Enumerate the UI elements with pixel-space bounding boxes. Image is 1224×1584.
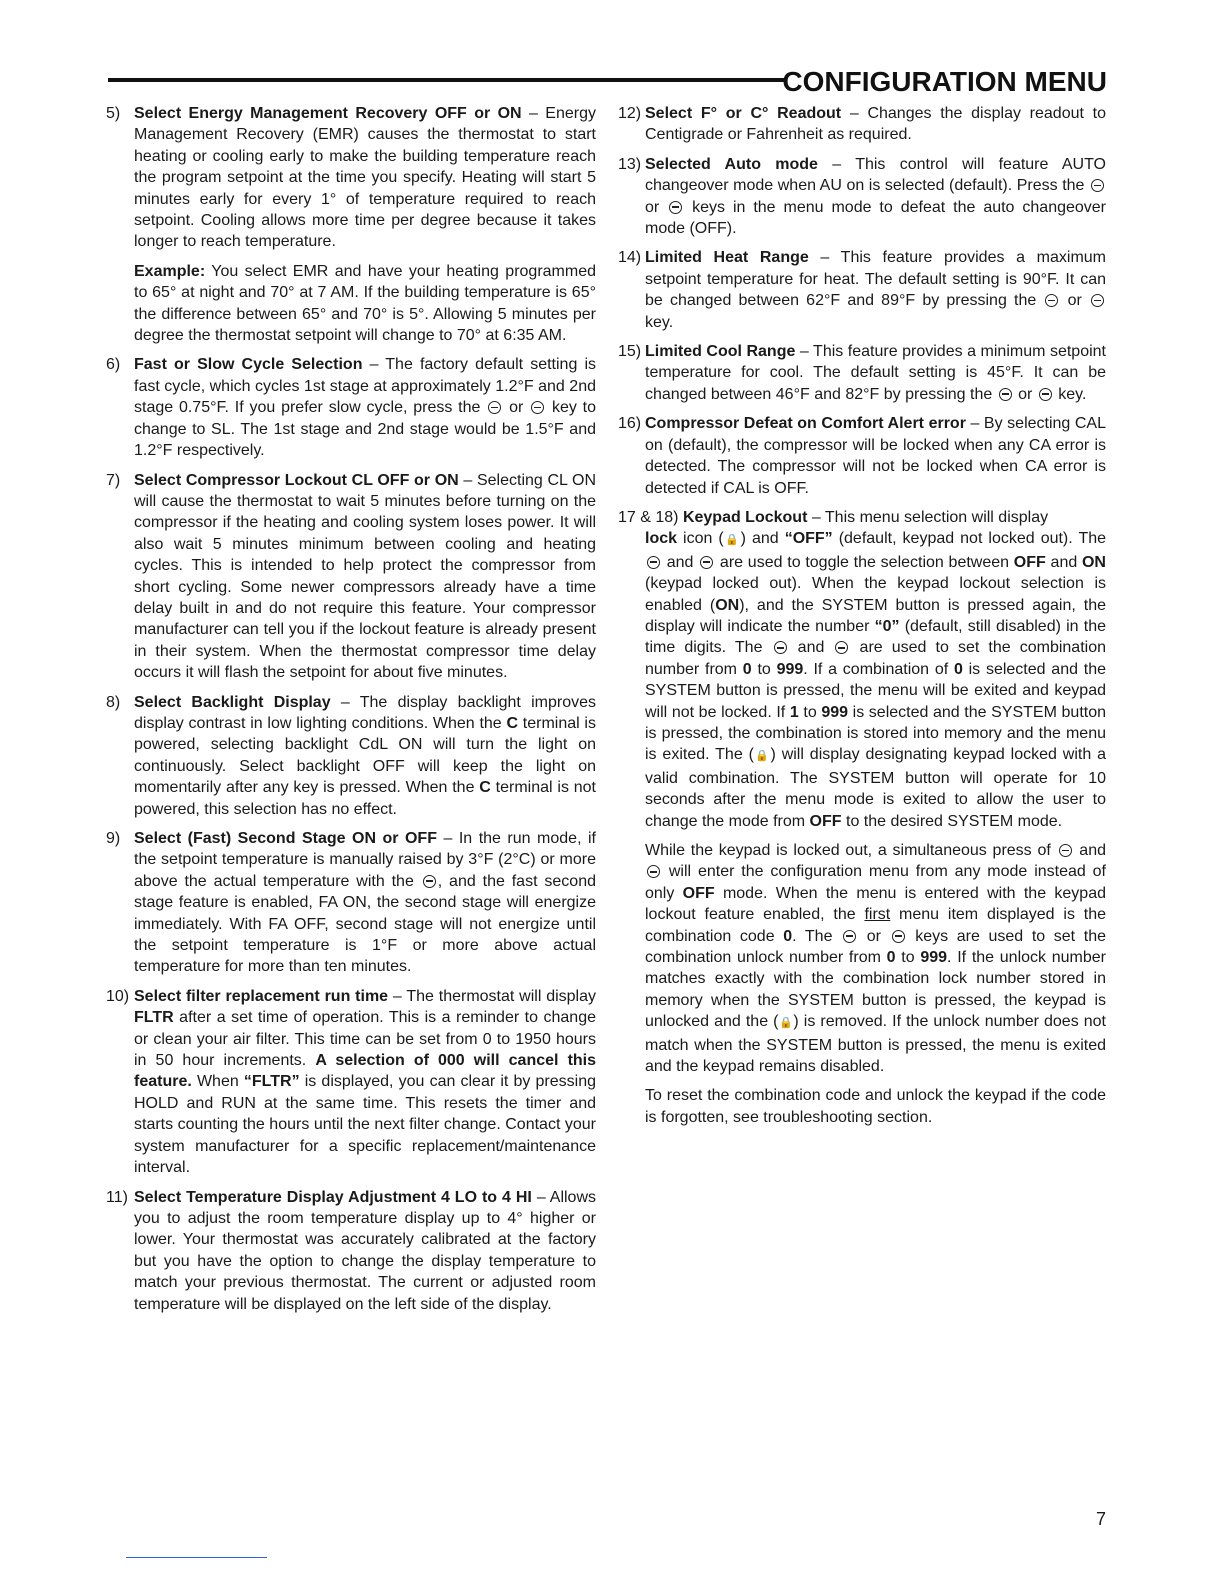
item-text: – This menu selection will display	[807, 508, 1049, 526]
item-heading: Select F° or C° Readout	[645, 105, 842, 122]
item-text: While the keypad is locked out, a simultaneous press of	[645, 842, 1057, 859]
left-column	[106, 103, 596, 1323]
up-key-icon	[843, 930, 856, 943]
item-number: 14)	[618, 249, 642, 267]
page-title: CONFIGURATION MENU	[782, 66, 1107, 97]
item-text: terminal is not powered, this selection has no effect.	[134, 779, 596, 818]
item-text: after a set time of operation. This is a reminder to change or clean your air filter. This time can be set from 0 to 1950 hours in 50 hour increments.	[134, 1009, 596, 1070]
item-heading: Select filter replacement run time	[134, 987, 389, 1005]
item-text: ) is removed. If the unlock number does not match when the SYSTEM button is pressed, the menu is exited and the keypad remains disabled.	[645, 1013, 1106, 1076]
up-key-icon	[647, 556, 660, 569]
header-rule	[108, 78, 784, 82]
item-number: 12)	[618, 105, 642, 122]
item-text: – Energy Management Recovery (EMR) causes the thermostat to start heating or cooling early to make the building temperature reach the program setpoint at the time you specify. Heating will start 5 minutes early for every 1° of temperature required to reach setpoint. Cooling allows more time per degree because it takes longer to reach temperature.	[134, 105, 596, 251]
item-number: 5)	[106, 105, 121, 122]
item-text: . If a combination of	[803, 660, 954, 678]
item-text: or	[645, 198, 668, 216]
item-text: or	[1013, 385, 1037, 403]
item-heading: Fast or Slow Cycle Selection	[134, 356, 363, 374]
list-item	[618, 507, 1106, 832]
item-text: key.	[1053, 385, 1087, 403]
up-key-icon	[488, 401, 501, 414]
item-emphasis: 0	[742, 660, 752, 678]
item-emphasis: “0”	[874, 617, 900, 635]
item-text: ) will display designating keypad locked with a valid combination. The SYSTEM button will operate for 10 seconds after the menu mode is exited to allow the user to change the mode from	[645, 746, 1107, 830]
item-text: keys in the menu mode to defeat the auto changeover mode (OFF).	[645, 198, 1107, 238]
item-text: – This control will feature AUTO changeover mode when AU on is selected (default). Press the	[645, 155, 1106, 195]
item-text: are used to toggle the selection between	[715, 553, 1014, 571]
list-item	[618, 154, 1106, 240]
up-key-icon	[1091, 179, 1104, 192]
item-text: and	[788, 639, 834, 657]
item-number: 13)	[618, 155, 642, 173]
list-item	[106, 692, 596, 820]
item-emphasis: OFF	[1013, 553, 1046, 571]
item-heading: Limited Cool Range	[645, 343, 796, 361]
item-text: – The factory default setting is fast cycle, which cycles 1st stage at approximately 1.2°F and 2nd stage 0.75°F. If you prefer slow cycle, press the	[134, 356, 596, 417]
item-text: (default, still disabled) in the time digits. The	[645, 617, 1106, 657]
list-item	[106, 986, 596, 1179]
list-item	[618, 103, 1106, 146]
item-number: 7)	[106, 471, 121, 489]
item-text: menu item displayed is the combination code	[645, 906, 1107, 945]
item-text: will enter the configuration menu from any mode instead of only	[645, 863, 1106, 902]
item-text: – In the run mode, if the setpoint temperature is manually raised by 3°F (2°C) or more above the actual temperature with the	[134, 830, 597, 890]
item-emphasis: 0	[783, 927, 793, 945]
down-key-icon	[1091, 294, 1104, 307]
up-key-icon	[1045, 294, 1058, 307]
item-text: key.	[645, 313, 674, 331]
item-text: – The display backlight improves display contrast in low lighting conditions. When the	[134, 693, 596, 732]
item-heading: Limited Heat Range	[645, 249, 809, 267]
item-text: – This feature provides a maximum setpoint temperature for heat. The default setting is 90°F. It can be changed between 62°F and 89°F by pressing the	[645, 249, 1107, 310]
item-text: – Changes the display readout to Centigrade or Fahrenheit as required.	[645, 105, 1107, 144]
item-number: 8)	[106, 693, 121, 711]
list-item	[618, 413, 1106, 499]
item-emphasis: ON	[715, 596, 740, 614]
list-item	[618, 341, 1106, 405]
up-key-icon	[1059, 844, 1072, 857]
item-emphasis: lock	[645, 530, 678, 548]
example-text: You select EMR and have your heating programmed to 65° at night and 70° at 7 AM. If the building temperature is 65° the difference between 65° and 70° is 5°. Allowing 5 minutes per degree the thermostat setpoint will change to 70° at 6:35 AM.	[134, 262, 596, 345]
item-text: and	[1073, 842, 1106, 859]
item-heading: Select (Fast) Second Stage ON or OFF	[134, 830, 437, 847]
item-text: – This feature provides a minimum setpoint temperature for cool. The default setting is 45°F. It can be changed between 46°F and 82°F by pressing the	[645, 343, 1106, 403]
item-text: and	[662, 553, 699, 571]
item-emphasis: ON	[1081, 553, 1106, 571]
item-text: When	[191, 1073, 244, 1091]
item-text: or	[1060, 292, 1089, 310]
lock-icon: 🔒	[723, 534, 741, 547]
up-key-icon	[774, 641, 787, 654]
list-item	[106, 354, 596, 461]
item-text: or	[503, 399, 530, 417]
item-text: is displayed, you can clear it by pressing HOLD and RUN at the same time. This resets the timer and starts counting the hours until the next filter change. Contact your system manufacturer for a specific replacement/maintenance interval.	[134, 1073, 597, 1177]
item-emphasis: 0	[886, 949, 896, 967]
down-key-icon	[892, 930, 905, 943]
item-text: – Allows you to adjust the room temperature display up to 4° higher or lower. Your thermostat was accurately calibrated at the factory but you have the option to change the display temperature to match your previous thermostat. The current or adjusted room temperature will be displayed on the left side of the display.	[134, 1188, 597, 1313]
fltr-label: “FLTR”	[243, 1073, 300, 1091]
example-label: Example:	[134, 262, 206, 280]
item-text: to the desired SYSTEM mode.	[841, 812, 1063, 830]
item-heading: Select Energy Management Recovery OFF or ON	[134, 105, 522, 122]
item-text: are used to set the combination number from	[645, 639, 1107, 678]
list-item	[106, 103, 596, 346]
down-key-icon	[669, 201, 682, 214]
item-heading: Selected Auto mode	[645, 155, 818, 173]
item-emphasis: 1	[789, 703, 799, 721]
item-heading: Compressor Defeat on Comfort Alert error	[645, 415, 966, 433]
footer-line	[126, 1557, 267, 1558]
terminal-c: C	[479, 779, 491, 797]
item-text: . The	[792, 927, 842, 945]
item-heading: Select Compressor Lockout CL OFF or ON	[134, 471, 459, 489]
body-paragraph: To reset the combination code and unlock the keypad if the code is forgotten, see troubleshooting section.	[645, 1087, 1106, 1126]
item-text: is selected and the SYSTEM button is pressed, the combination is stored into memory and the menu is exited. The (	[645, 703, 1107, 764]
list-item	[106, 828, 596, 978]
item-text: – Selecting CL ON will cause the thermostat to wait 5 minutes before turning on the compressor if the heating and cooling system loses power. It will also wait 5 minutes minimum between cooling and heating cycles. This is intended to help protect the compressor from short cycling. Some newer compressors already have a time delay built in and do not require this feature. Your compressor manufacturer can tell you if the lockout feature is already present in their system. When the thermostat compressor time delay occurs it will flash the setpoint for about five minutes.	[134, 471, 597, 682]
lock-icon: 🔒	[753, 750, 771, 763]
item-number: 15)	[618, 343, 642, 361]
item-text: (default, keypad not locked out). The	[832, 530, 1107, 548]
item-text: terminal is powered, selecting backlight CdL ON will turn the light on continuously. Select backlight OFF will keep the light on momentarily after any key is pressed. When the	[134, 714, 596, 797]
item-text: . If the unlock number matches exactly with the combination lock number stored in memory when the SYSTEM button is pressed, the keypad is unlocked and the (	[645, 949, 1106, 1031]
item-number: 11)	[106, 1188, 128, 1206]
list-item	[106, 1187, 596, 1315]
item-number: 16)	[618, 415, 642, 433]
item-text: and	[1045, 553, 1082, 571]
up-key-icon	[423, 875, 436, 888]
item-text: mode. When the menu is entered with the keypad lockout feature enabled, the	[645, 884, 1106, 924]
item-number: 6)	[106, 356, 121, 374]
down-key-icon	[531, 401, 544, 414]
item-heading: Keypad Lockout	[682, 508, 808, 526]
item-emphasis: 999	[776, 660, 804, 678]
item-text: is selected and the SYSTEM button is pressed, the menu will be exited and keypad will not be locked. If	[645, 660, 1107, 721]
item-text: – The thermostat will display	[388, 987, 597, 1005]
item-text: to	[798, 703, 822, 721]
item-emphasis: OFF	[809, 812, 842, 830]
item-text: keys are used to set the combination unlock number from	[645, 927, 1106, 967]
item-emphasis: 999	[821, 703, 849, 721]
item-text: ) and	[740, 530, 785, 548]
underlined-word: first	[864, 906, 891, 924]
list-item	[618, 247, 1106, 333]
item-emphasis: OFF	[682, 884, 715, 902]
item-emphasis: 999	[920, 949, 948, 967]
item-text: – By selecting CAL on (default), the compressor will be locked when any CA error is detected. The compressor will not be locked when CA error is detected if CAL is OFF.	[645, 415, 1106, 497]
item-heading: Select Backlight Display	[134, 693, 331, 711]
down-key-icon	[835, 641, 848, 654]
down-key-icon	[647, 865, 660, 878]
body-paragraph	[645, 840, 1106, 1077]
item-number: 10)	[106, 987, 130, 1005]
item-text: icon (	[677, 530, 724, 548]
item-text: or	[858, 927, 890, 945]
item-number: 17 & 18)	[618, 508, 679, 526]
terminal-c: C	[506, 714, 519, 732]
up-key-icon	[999, 388, 1012, 401]
item-text: (keypad locked out). When the keypad lockout selection is enabled (	[645, 575, 1106, 614]
list-item	[106, 470, 596, 684]
item-text: to	[895, 949, 921, 967]
fltr-label: FLTR	[134, 1009, 174, 1027]
item-emphasis: A selection of 000 will cancel this feature.	[134, 1052, 597, 1091]
item-text: ), and the SYSTEM button is pressed again, the display will indicate the number	[645, 596, 1107, 635]
item-emphasis: “OFF”	[784, 530, 833, 548]
item-heading: Select Temperature Display Adjustment 4 LO to 4 HI	[134, 1188, 532, 1206]
item-text: key to change to SL. The 1st stage and 2nd stage would be 1.5°F and 1.2°F respectively.	[134, 399, 597, 460]
down-key-icon	[1039, 388, 1052, 401]
item-text: , and the fast second stage feature is enabled, FA ON, the second stage will energize immediately. With FA OFF, second stage will not energize until the setpoint temperature is 1°F or more above actual temperature for more than ten minutes.	[134, 872, 596, 976]
item-emphasis: 0	[953, 660, 963, 678]
lock-icon: 🔒	[778, 1017, 794, 1030]
right-column	[618, 103, 1106, 1136]
item-text: to	[751, 660, 777, 678]
down-key-icon	[700, 556, 713, 569]
item-number: 9)	[106, 830, 121, 847]
page-number: 7	[1095, 1509, 1106, 1529]
